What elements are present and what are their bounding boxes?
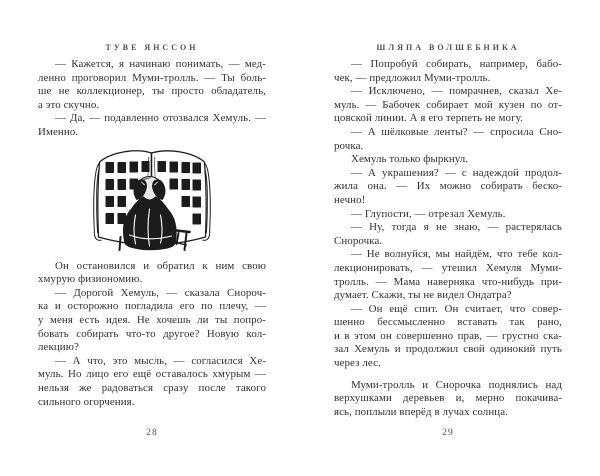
text-line: — Глупости, — отрезал Хемуль.: [351, 207, 506, 220]
text-line: ка и осторожно погладила его по плечу, —: [38, 300, 266, 313]
paragraph: [334, 153, 562, 167]
text-line: цовской линии. А я его терпеть не могу.: [334, 112, 523, 125]
running-header-author: ТУВЕ ЯНССОН: [105, 43, 199, 52]
text-line: жила она. — Их можно собирать беско-: [334, 180, 562, 193]
text-line: ясь, поплыли вперёд в лучах солнца.: [334, 405, 508, 418]
text-block-top: [38, 58, 266, 140]
paragraph: [334, 208, 562, 222]
text-line: верхушками деревьев и, мерно покачива-: [334, 392, 562, 405]
text-line: хмурую физиономию.: [38, 273, 143, 286]
text-line: думает. Скажи, ты не видел Ондатра?: [334, 289, 512, 302]
text-line: лекцию?: [38, 341, 79, 354]
page-number-right: 29: [442, 428, 454, 438]
text-line: Муми-тролль и Снорочка поднялись над: [351, 378, 562, 391]
text-line: Хемуль только фыркнул.: [351, 153, 469, 166]
paragraph: [38, 260, 266, 287]
text-line: муль. Но лицо его ещё оставалось хмурым —: [38, 368, 266, 381]
text-line: — Дорогой Хемуль, — сказала Снороч-: [55, 286, 266, 299]
text-line: зал Хемуль и продолжил свой одинокий путь: [334, 343, 562, 356]
paragraph: [334, 58, 562, 85]
text-line: — А украшения? — с надеждой продол-: [351, 166, 562, 179]
text-line: — Да, — подавленно отозвался Хемуль. —: [55, 112, 266, 125]
text-line: через лес.: [334, 357, 381, 370]
text-line: Он остановился и обратил к ним свою: [55, 259, 266, 272]
text-line: шенно бессмысленно вставать так рано,: [334, 316, 562, 329]
text-line: — Исключено, — помрачнев, сказал Хе-: [351, 85, 562, 98]
paragraph: [334, 303, 562, 371]
page-right: [334, 0, 562, 476]
illustration-container: [38, 145, 266, 253]
text-line: Именно.: [38, 125, 79, 138]
page-left: [38, 0, 266, 476]
text-line: нельзя же радоваться сразу после такого: [38, 381, 266, 394]
text-line: — Он ещё спит. Он считает, что совер-: [351, 302, 562, 315]
text-block-bottom: [38, 260, 266, 410]
paragraph: [334, 379, 562, 420]
paragraph: [38, 58, 266, 112]
text-line: у меня есть идея. Не хочешь ли ты попро-: [38, 313, 266, 326]
paragraph: [334, 126, 562, 153]
text-line: бовать собирать что-то другое? Новую кол-: [38, 327, 266, 340]
text-line: — Не волнуйся, мы найдём, что тебе кол-: [351, 248, 562, 261]
text-line: — Кажется, я начинаю понимать, — мед-: [55, 58, 266, 70]
text-line: — А шёлковые ленты? — спросила Сно-: [351, 125, 562, 138]
text-line: муль. — Бабочек собирает мой кузен по от-: [334, 98, 562, 111]
text-line: сильного огорчения.: [38, 395, 135, 408]
text-line: чек, — предложил Муми-тролль.: [334, 71, 491, 84]
text-line: — Ну, тогда я не знаю, — растерялась: [351, 221, 562, 234]
hemulen-stamp-album-illustration: [88, 145, 216, 253]
paragraph: [38, 355, 266, 409]
text-line: — Попробуй собирать, например, бабо-: [351, 58, 562, 70]
page-number-left: 28: [146, 428, 158, 438]
paragraph: [334, 85, 562, 126]
paragraph: [334, 248, 562, 302]
text-line: ленно проговорил Муми-тролль. — Ты боль-: [38, 71, 266, 84]
paragraph: [38, 112, 266, 139]
paragraph: [334, 221, 562, 248]
text-line: а это скучно.: [38, 98, 100, 111]
text-line: лекционировать, — утешил Хемуля Муми-: [334, 261, 562, 274]
text-line: рочка.: [334, 139, 364, 152]
page-text-right: [334, 58, 562, 419]
text-line: ше не коллекционер, ты просто обладатель,: [38, 85, 266, 98]
text-line: — А что, это мысль, — согласился Хе-: [55, 354, 266, 367]
text-line: Снорочка.: [334, 234, 383, 247]
text-line: и в этом он совершенно прав, — грустно ска-: [334, 329, 562, 342]
paragraph: [38, 287, 266, 355]
text-line: нечно!: [334, 193, 366, 206]
text-line: тролль. — Мама наверняка что-нибудь при-: [334, 275, 562, 288]
running-header-title: ШЛЯПА ВОЛШЕБНИКА: [376, 43, 520, 52]
paragraph: [334, 167, 562, 208]
page-text-left: [38, 58, 266, 409]
